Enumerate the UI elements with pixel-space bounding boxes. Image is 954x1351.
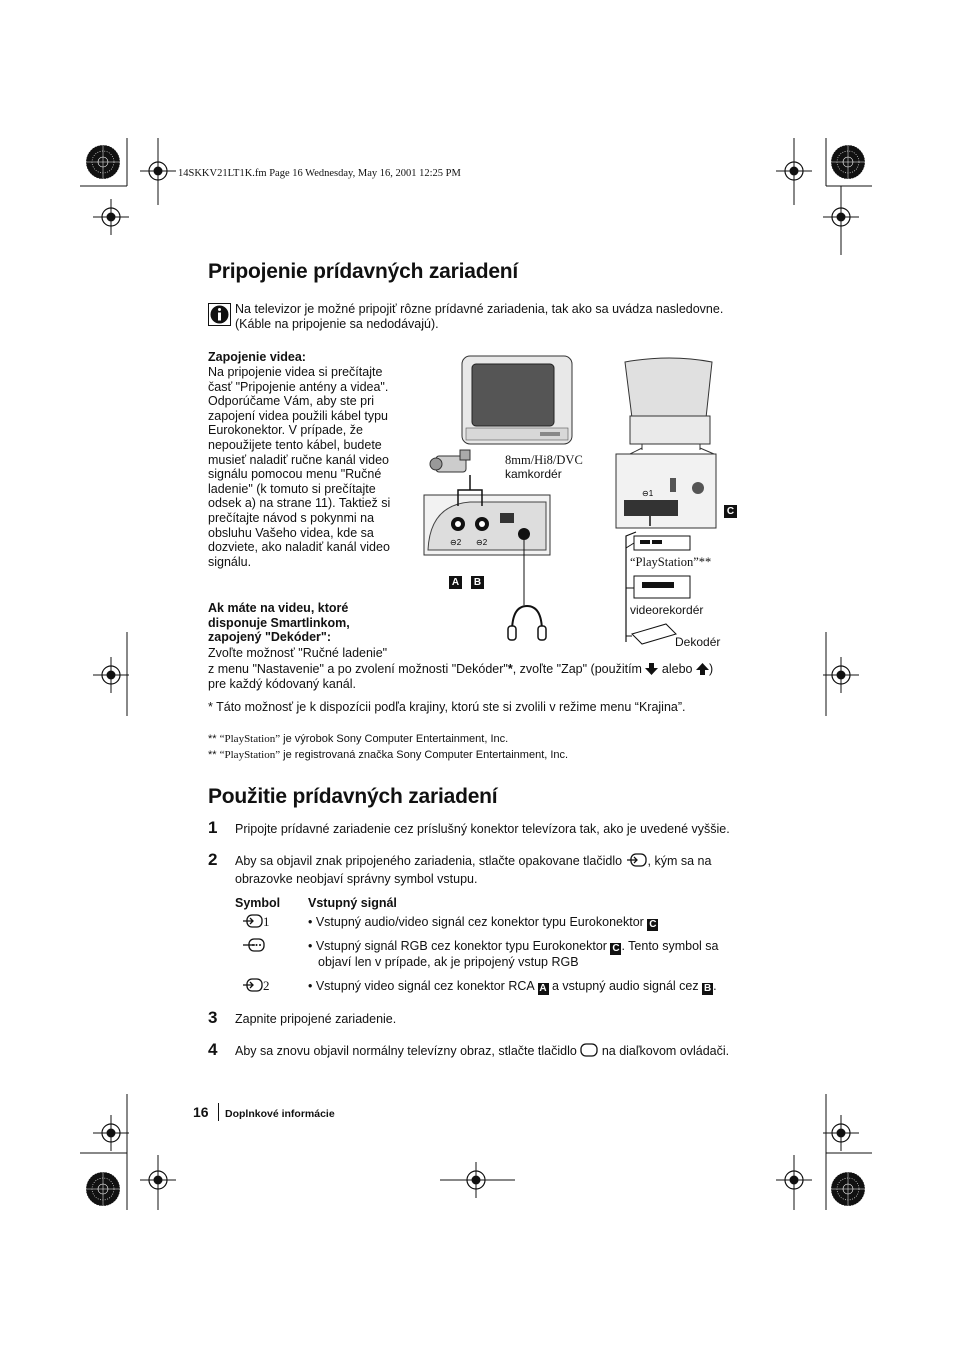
symbol-rgb-icon [242,938,266,958]
symbol-input-1-number: 1 [263,914,270,929]
info-text: Na televizor je možné pripojiť rôzne prídavné zariadenia, tak ako sa uvádza nasledovne. (Káble na pripojenie sa nedodávajú). [235,302,724,331]
tv-front-illustration [462,356,572,444]
step-number-3: 3 [208,1008,218,1027]
video-paragraph-line: musieť naladiť ručne kanál video [208,452,390,467]
label-c-inline-2: C [612,943,620,954]
svg-text:⊖2: ⊖2 [476,538,488,547]
step-text-2: Aby sa objavil znak pripojeného zariadenia, stlačte opakovane tlačidlo , kým sa na [235,852,711,873]
signal-row-1: • Vstupný audio/video signál cez konektor typu Eurokonektor C [308,915,657,930]
smartlink-heading-line: disponuje Smartlinkom, [208,615,350,630]
symbol-input-2-icon [242,978,264,998]
playstation-label: “PlayStation”** [630,555,712,569]
video-heading: Zapojenie videa: [208,350,306,364]
label-c: C [724,500,737,518]
footnote-playstation-2: ** “PlayStation” je registrovaná značka Sony Computer Entertainment, Inc. [208,749,569,761]
smartlink-heading-line: Ak máte na videu, ktoré [208,601,349,615]
video-paragraph-line: Na pripojenie videa si prečítajte [208,365,383,379]
label-b: B [471,571,484,589]
camcorder-illustration [430,450,470,472]
table-header-signal: Vstupný signál [308,896,397,910]
video-paragraph-line: signálu. [208,554,252,569]
symbol-input-2-number: 2 [263,978,270,993]
table-header-symbol: Symbol [235,896,281,910]
footnote-playstation-1: ** “PlayStation” je výrobok Sony Computer Entertainment, Inc. [208,733,509,745]
video-paragraph-line: časť "Pripojenie antény a videa". [208,379,389,394]
smartlink-heading-line: zapojený "Dekóder": [208,630,331,645]
playstation-illustration [634,536,690,550]
vcr-label: videorekordér [630,603,704,617]
file-header: 14SKKV21LT1K.fm Page 16 Wednesday, May 16, 2001 12:25 PM [178,168,461,179]
step-text-1: Pripojte prídavné zariadenie cez príslušný konektor televízora tak, ako je uvedené vyššie. [235,822,730,836]
camcorder-label-2: kamkordér [505,467,562,481]
step-number-1: 1 [208,818,218,837]
section-title-connect: Pripojenie prídavných zariadení [208,260,519,283]
arrow-up-icon [696,663,709,679]
video-paragraph-line: zapojení videa použili kábel typu [208,408,388,423]
label-a-inline: A [539,983,547,994]
camcorder-label: 8mm/Hi8/DVC [505,453,583,467]
tv-rear-illustration [625,358,712,450]
smartlink-heading [208,601,350,645]
video-paragraph-line: ladenie" (k tomuto si prečítajte [208,481,376,496]
step-number-2: 2 [208,850,218,869]
signal-row-2b: objaví len v prípade, ak je pripojený vstup RGB [318,955,579,969]
step-text-2b: obrazovke neobjaví správny symbol vstupu. [235,872,478,886]
label-c-inline: C [649,919,657,930]
video-paragraph-line: Eurokonektor. V prípade, že [208,423,363,438]
page-number: 16 [193,1104,209,1120]
arrow-down-icon [645,663,658,679]
section-title-use: Použitie prídavných zariadení [208,785,498,808]
footer-divider [218,1103,219,1121]
video-paragraph-line: odsek a) na strane 11). Taktiež si [208,496,391,511]
step-text-4: Aby sa znovu objavil normálny televízny obraz, stlačte tlačidlo na diaľkovom ovládači. [235,1042,729,1063]
video-paragraph-line: signálu pomocou menu "Ručné [208,467,382,482]
signal-row-2: • Vstupný signál RGB cez konektor typu Eurokonektor C . Tento symbol sa [308,939,719,954]
footnote-country: * Táto možnosť je k dispozícii podľa krajiny, ktorú ste si zvolili v režime menu “Krajina”. [208,700,686,714]
input-button-icon [626,853,648,873]
video-paragraph-line: prečítajte návod s pokynmi na [208,510,375,525]
info-icon [208,303,231,326]
headphones-illustration [508,606,546,640]
smartlink-line1: Zvoľte možnosť "Ručné ladenie" [208,646,388,660]
smartlink-line3: pre každý kódovaný kanál. [208,677,357,691]
label-b-inline: B [703,983,712,994]
step-number-4: 4 [208,1040,218,1059]
video-paragraph [208,365,408,569]
smartlink-line2: z menu "Nastavenie" a po zvolení možnosti "Dekóder"*, zvoľte "Zap" (použitím alebo ) [208,662,713,679]
tv-button-icon [580,1043,598,1063]
step-text-3: Zapnite pripojené zariadenie. [235,1012,397,1026]
decoder-label: Dekodér [675,635,721,649]
video-paragraph-line: nepoužijete tento kábel, budete [208,437,382,452]
decoder-illustration [632,624,676,644]
video-paragraph-line: dozviete, ako naladiť kanál video [208,540,390,555]
footer-section-name: Doplnkové informácie [225,1108,335,1120]
vcr-illustration [634,576,690,598]
svg-text:⊖2: ⊖2 [450,538,462,547]
signal-row-3: • Vstupný video signál cez konektor RCA A a vstupný audio signál cez B . [308,979,717,994]
symbol-input-1-icon [242,914,264,934]
svg-text:⊖1: ⊖1 [642,489,654,498]
video-paragraph-line: Odporúčame Vám, aby ste pri [208,394,375,409]
video-paragraph-line: obsluhu Vašeho videa, kde sa [208,525,374,540]
label-a: A [449,571,462,589]
